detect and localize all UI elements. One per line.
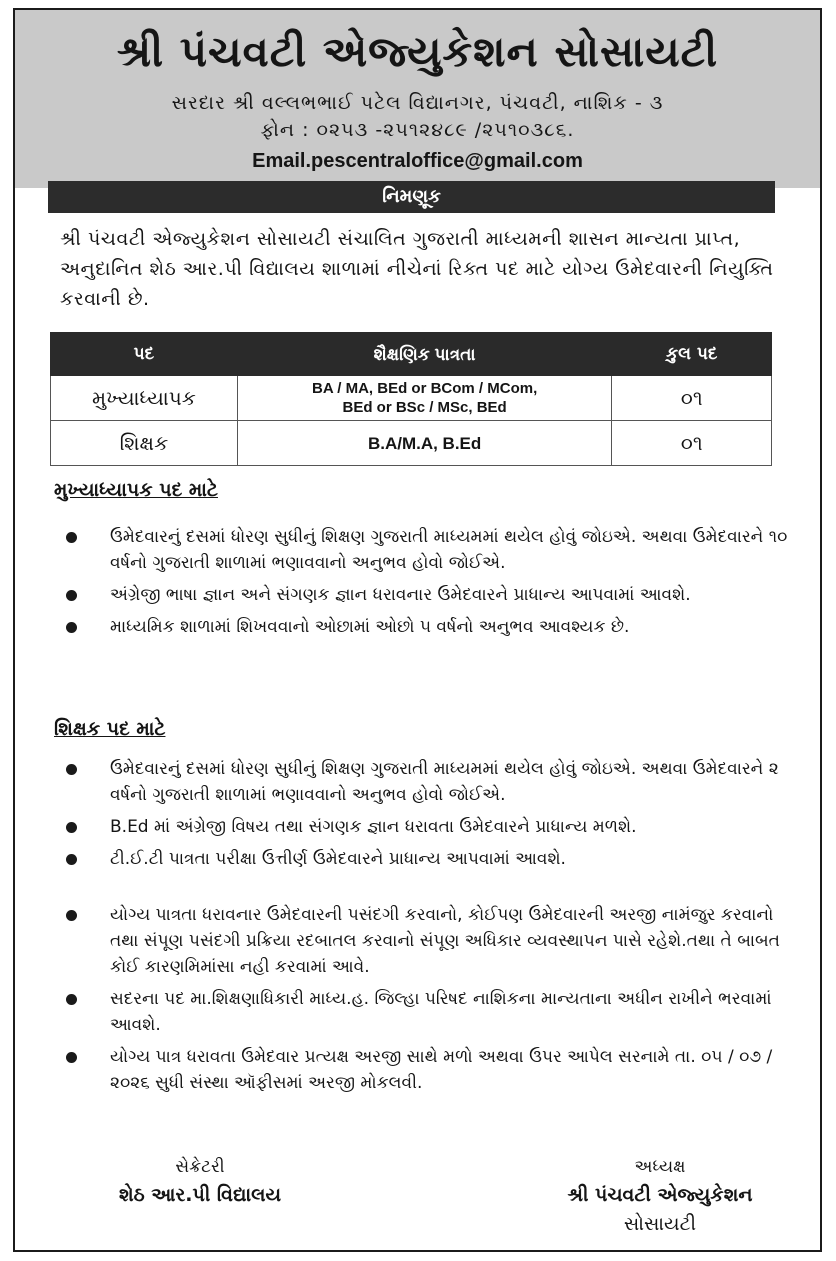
president-signature bbox=[520, 1154, 800, 1238]
list-item bbox=[58, 814, 808, 840]
header bbox=[15, 10, 820, 188]
list-item bbox=[58, 902, 788, 980]
bullet-icon bbox=[66, 532, 77, 543]
bullet-icon bbox=[66, 764, 77, 775]
list-item-text: યોગ્ય પાત્રતા ધરાવનાર ઉમેદવારની પસંદગી કરવાનો, કોઈપણ ઉમેદવારની અરજી નામંજુર કરવાનો તથા સંપૂણ પસંદગી પ્રક્રિયા રદબાતલ કરવાનો સંપૂણ અધિકાર વ્યવસ્થાપન પાસે રહેશે.તથા તે બાબત કોઈ કારણમિમાંસા નહી કરવામાં આવે. bbox=[110, 905, 780, 977]
list-item bbox=[58, 846, 808, 872]
list-item bbox=[58, 756, 808, 808]
secretary-signature bbox=[80, 1154, 320, 1210]
qualification-cell: B.A/M.A, B.Ed bbox=[237, 421, 612, 466]
list-item-text: ઉમેદવારનું દસમાં ધોરણ સુધીનું શિક્ષણ ગુજરાતી માધ્યમમાં થયેલ હોવું જોઇએ. અથવા ઉમેદવારને ૧૦ વર્ષનો ગુજરાતી શાળામાં ભણાવવાનો અનુભવ હોવો જોઈએ. bbox=[110, 527, 788, 573]
table-row bbox=[51, 376, 772, 421]
post-cell: શિક્ષક bbox=[51, 421, 238, 466]
general-terms bbox=[58, 902, 788, 1102]
society-name: શ્રી પંચવટી એજ્યુકેશન bbox=[567, 1184, 753, 1206]
list-item-text: ઉમેદવારનું દસમાં ધોરણ સુધીનું શિક્ષણ ગુજરાતી માધ્યમમાં થયેલ હોવું જોઇએ. અથવા ઉમેદવારને ૨ વર્ષનો ગુજરાતી શાળામાં ભણાવવાનો અનુભવ હોવો જોઈએ. bbox=[110, 759, 779, 805]
header-qualification: શૈક્ષણિક પાત્રતા bbox=[237, 333, 612, 376]
email: Email.pescentraloffice@gmail.com bbox=[252, 150, 583, 172]
teacher-requirements bbox=[58, 756, 808, 878]
list-item bbox=[58, 1044, 788, 1096]
qualification-cell bbox=[237, 376, 612, 421]
list-item bbox=[58, 614, 788, 640]
bullet-icon bbox=[66, 822, 77, 833]
bullet-icon bbox=[66, 622, 77, 633]
address: સરદાર શ્રી વલ્લભભાઈ પટેલ વિદ્યાનગર, પંચવટી, નાશિક - ૩ bbox=[171, 92, 664, 114]
president-role: અધ્યક્ષ bbox=[634, 1157, 686, 1177]
list-item-text: યોગ્ય પાત્ર ધરાવતા ઉમેદવાર પ્રત્યક્ષ અરજી સાથે મળો અથવા ઉપર આપેલ સરનામે તા. ૦૫ / ૦૭ / ૨૦૨૬ સુધી સંસ્થા ઑફીસમાં અરજી મોકલવી. bbox=[110, 1047, 773, 1093]
list-item-text: B.Ed માં અંગ્રેજી વિષય તથા સંગણક જ્ઞાન ધરાવતા ઉમેદવારને પ્રાધાન્ય મળશે. bbox=[110, 817, 637, 837]
principal-requirements bbox=[58, 524, 788, 646]
school-name: શેઠ આર.પી વિદ્યાલય bbox=[118, 1184, 282, 1206]
bullet-icon bbox=[66, 854, 77, 865]
list-item bbox=[58, 524, 788, 576]
list-item bbox=[58, 986, 788, 1038]
society-title: શ્રી પંચવટી એજ્યુકેશન સોસાયટી bbox=[116, 27, 719, 76]
header-count: કુલ પદ bbox=[612, 333, 772, 376]
list-item-text: અંગ્રેજી ભાષા જ્ઞાન અને સંગણક જ્ઞાન ધરાવનાર ઉમેદવારને પ્રાધાન્ય આપવામાં આવશે. bbox=[110, 585, 691, 605]
list-item-text: ટી.ઈ.ટી પાત્રતા પરીક્ષા ઉત્તીર્ણ ઉમેદવારને પ્રાધાન્ય આપવામાં આવશે. bbox=[110, 849, 566, 869]
teacher-section-heading: શિક્ષક પદ માટે bbox=[54, 718, 166, 740]
bullet-icon bbox=[66, 994, 77, 1005]
count-cell: ૦૧ bbox=[612, 376, 772, 421]
principal-section-heading: મુખ્યાધ્યાપક પદ માટે bbox=[54, 479, 218, 501]
list-item-text: માધ્યમિક શાળામાં શિખવવાનો ઓછામાં ઓછો ૫ વર્ષનો અનુભવ આવશ્યક છે. bbox=[110, 617, 630, 637]
header-post: પદ bbox=[51, 333, 238, 376]
appointment-banner: નિમણૂક bbox=[48, 181, 775, 213]
qualification-line: BA / MA, BEd or BCom / MCom, bbox=[311, 380, 538, 397]
bullet-icon bbox=[66, 590, 77, 601]
list-item bbox=[58, 582, 788, 608]
qualification-line: BEd or BSc / MSc, BEd bbox=[342, 399, 507, 416]
table-row bbox=[51, 421, 772, 466]
list-item-text: સદરના પદ મા.શિક્ષણાધિકારી માધ્ય.હ. જિલ્હા પરિષદ નાશિકના માન્યતાના અધીન રાખીને ભરવામાં આવશે. bbox=[110, 989, 772, 1035]
phone: ફોન : ૦૨૫૩ -૨૫૧૨૪૮૯ /૨૫૧૦૩૮૬. bbox=[260, 119, 575, 141]
intro-paragraph: શ્રી પંચવટી એજ્યુકેશન સોસાયટી સંચાલિત ગુજરાતી માધ્યમની શાસન માન્યતા પ્રાપ્ત, અનુદાનિત શેઠ આર.પી વિદ્યાલય શાળામાં નીચેનાં રિક્ત પદ માટે યોગ્ય ઉમેદવારની નિયુક્તિ કરવાની છે. bbox=[60, 228, 774, 310]
bullet-icon bbox=[66, 1052, 77, 1063]
post-cell: મુખ્યાધ્યાપક bbox=[51, 376, 238, 421]
table-header-row bbox=[51, 333, 772, 376]
secretary-role: સેક્રેટરી bbox=[175, 1157, 225, 1177]
bullet-icon bbox=[66, 910, 77, 921]
count-cell: ૦૧ bbox=[612, 421, 772, 466]
society-name-line2: સોસાયટી bbox=[623, 1213, 697, 1235]
posts-table bbox=[50, 332, 772, 466]
